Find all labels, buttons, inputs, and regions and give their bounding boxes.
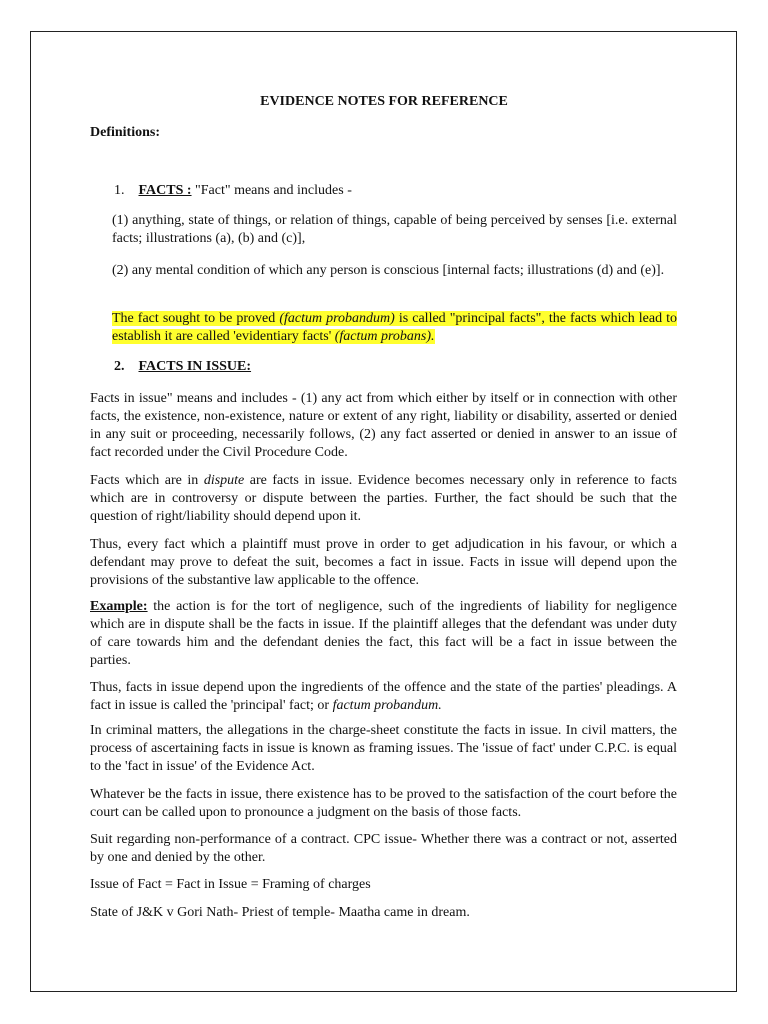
fii-para-7: Whatever be the facts in issue, there existence has to be proved to the satisfaction of the court before the court can be called upon to pronounce a judgment on the basis of those facts. [90, 787, 677, 820]
facts-para-2: (2) any mental condition of which any person is conscious [internal facts; illustrations (d) and (e)]. [112, 263, 665, 278]
fii-p2-b: dispute [203, 473, 245, 488]
fii-heading-label: FACTS IN ISSUE: [138, 359, 252, 374]
facts-heading [114, 183, 352, 199]
fii-para-5 [90, 679, 677, 715]
highlight-text-a: The fact sought to be proved [112, 311, 280, 326]
facts-para-1: (1) anything, state of things, or relation of things, capable of being perceived by senses [i.e. external facts; illustrations (a), (b) and (c)], [112, 213, 677, 246]
facts-in-issue-heading [114, 359, 251, 375]
fii-para-2 [90, 472, 677, 526]
fii-p2-c: are facts in issue. Evidence becomes necessary only in reference to facts which are in controversy or dispute between the parties. Further, the fact should be such that the question of right/liability should depend upon it. [90, 473, 677, 524]
fii-para-1: Facts in issue" means and includes - (1) any act from which either by itself or in connection with other facts, the existence, non-existence, nature or extent of any right, liability or disability, asserted or denied in any suit or proceeding, necessarily follows, (2) any fact asserted or denied in answer to an issue of fact recorded under the Civil Procedure Code. [90, 391, 677, 460]
fii-example-para [90, 598, 677, 670]
facts-intro: "Fact" means and includes - [195, 183, 352, 198]
highlight-text-d: (factum probans). [334, 329, 435, 344]
fii-para-3: Thus, every fact which a plaintiff must prove in order to get adjudication in his favour, or which a defendant may prove to defeat the suit, becomes a fact in issue. Facts in issue will depend upon the provisions of the substantive law applicable to the offence. [90, 537, 677, 588]
fii-para-9: Issue of Fact = Fact in Issue = Framing of charges [90, 877, 371, 892]
fii-p2-a: Facts which are in [90, 473, 204, 488]
fii-para-8: Suit regarding non-performance of a contract. CPC issue- Whether there was a contract or not, asserted by one and denied by the other. [90, 832, 677, 865]
fii-para-10 [90, 904, 677, 922]
fii-p5-b: factum probandum. [332, 698, 442, 713]
facts-number: 1. [114, 183, 125, 198]
document-title: EVIDENCE NOTES FOR REFERENCE [260, 94, 508, 109]
fii-p5-a: Thus, facts in issue depend upon the ingredients of the offence and the state of the parties' pleadings. A fact in issue is called the 'principal' fact; or [90, 680, 677, 713]
facts-heading-label: FACTS : [138, 183, 192, 198]
fii-para-6: In criminal matters, the allegations in the charge-sheet constitute the facts in issue. In civil matters, the process of ascertaining facts in issue is known as framing issues. The 'issue of fact' under C.P.C. is equal to the 'fact in issue' of the Evidence Act. [90, 723, 677, 774]
facts-highlight-para [112, 310, 677, 346]
fii-number: 2. [114, 359, 125, 374]
example-text: the action is for the tort of negligence, such of the ingredients of liability for negligence which are in dispute shall be the facts in issue. If the plaintiff alleges that the defendant was under duty of care towards him and the defendant denies the fact, this fact will be a fact in issue between the parties. [90, 599, 677, 668]
example-label: Example: [90, 599, 148, 614]
highlight-text-b: (factum probandum) [279, 311, 395, 326]
highlight-text-c: is called "principal facts", the facts which lead to establish it are called 'evidentiary facts' [112, 311, 678, 344]
fii-p10-text: State of J&K v Gori Nath- Priest of temple- Maatha came in dream. [90, 905, 470, 920]
definitions-label: Definitions: [90, 125, 160, 140]
